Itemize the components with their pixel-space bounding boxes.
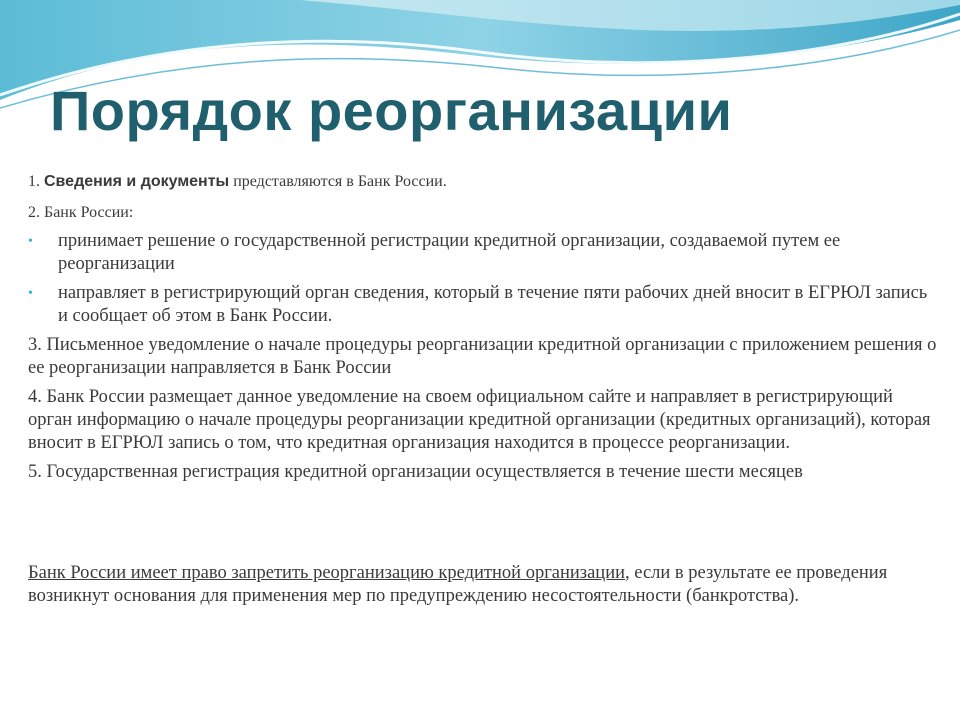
item-1-text: представляются в Банк России.: [229, 173, 447, 190]
item-1: [28, 170, 938, 193]
bullet-item: [28, 230, 938, 276]
bullet-dot-icon: •: [28, 286, 33, 301]
slide-content: [28, 170, 938, 490]
bullet-item: [28, 282, 938, 328]
item-2-label: 2. Банк России:: [28, 204, 134, 221]
bullet-text: направляет в регистрирующий орган сведения, который в течение пяти рабочих дней вносит в ЕГРЮЛ запись и сообщает об этом в Банк России.: [58, 283, 928, 326]
note-underlined-text: Банк России имеет право запретить реорганизацию кредитной организации: [28, 563, 626, 583]
bullet-text: принимает решение о государственной регистрации кредитной организации, создаваемой путем ее реорганизации: [58, 231, 841, 274]
bullet-dot-icon: •: [28, 234, 33, 249]
slide-title: Порядок реорганизации: [50, 79, 733, 142]
note-paragraph: [28, 562, 938, 608]
item-3: 3. Письменное уведомление о начале процедуры реорганизации кредитной организации с приложением решения о ее реорганизации направляется в Банк России: [28, 335, 937, 378]
item-1-number: 1.: [28, 173, 40, 190]
item-4: 4. Банк России размещает данное уведомление на своем официальном сайте и направляет в регистрирующий орган информацию о начале процедуры реорганизации кредитной организации (кредитных организаций), которая вносит в ЕГРЮЛ запись о том, что кредитная организация находится в процессе реорганизации.: [28, 387, 931, 453]
item-5: 5. Государственная регистрация кредитной организации осуществляется в течение шести месяцев: [28, 462, 803, 482]
item-1-bold-text: Сведения и документы: [44, 173, 230, 190]
note-text: , если в результате ее проведения возникнут основания для применения мер по предупреждению несостоятельности (банкротства).: [28, 563, 888, 606]
